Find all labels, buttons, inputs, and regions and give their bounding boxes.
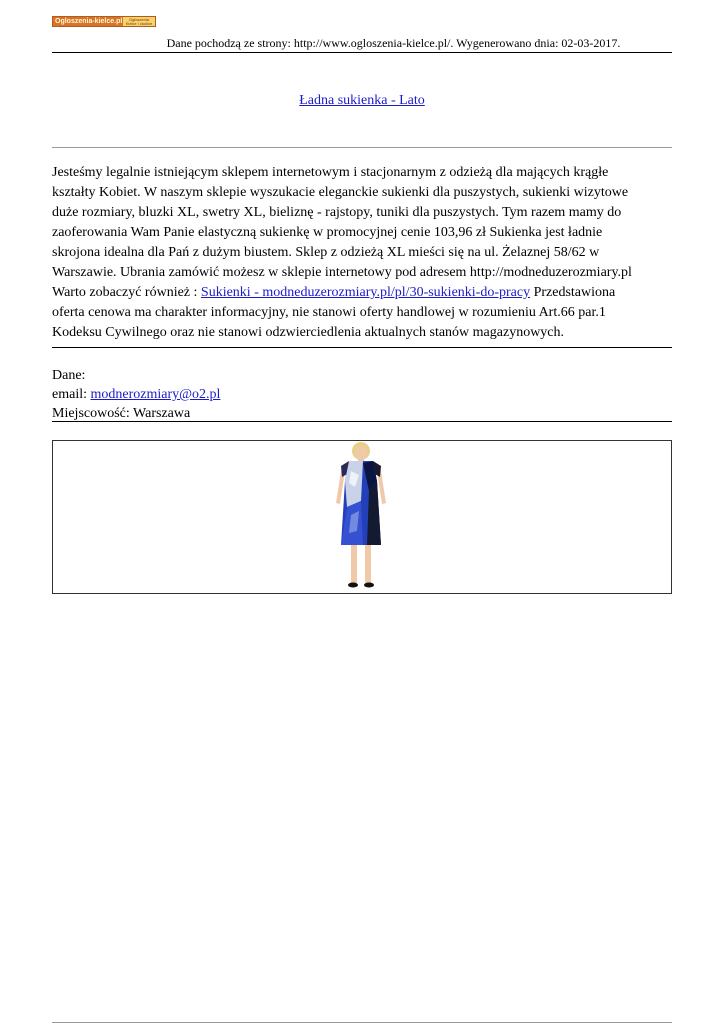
footer-divider bbox=[52, 1022, 672, 1023]
description-line: Kodeksu Cywilnego oraz nie stanowi odzwierciedlenia aktualnych stanów magazynowych. bbox=[52, 325, 565, 340]
email-label: email: bbox=[52, 387, 91, 402]
description bbox=[52, 163, 676, 343]
logo-tagline-line1: Ogłoszenia bbox=[128, 16, 149, 22]
email-row bbox=[52, 385, 220, 404]
description-divider bbox=[52, 347, 672, 348]
site-logo[interactable] bbox=[52, 16, 156, 27]
contact-info bbox=[52, 366, 220, 423]
contact-heading: Dane: bbox=[52, 368, 86, 383]
disclaimer-start: Przedstawiona bbox=[530, 285, 616, 300]
description-line: duże rozmiary, bluzki XL, swetry XL, bieliznę - rajstopy, tuniki dla puszystych. Tym razem mamy do bbox=[52, 205, 622, 220]
location: Miejscowość: Warszawa bbox=[52, 406, 191, 421]
description-line: kształty Kobiet. W naszym sklepie wyszukacie eleganckie sukienki dla puszystych, sukienki wizytowe bbox=[52, 185, 629, 200]
header-divider bbox=[52, 52, 672, 53]
logo-text: Ogloszenia-kielce.pl bbox=[55, 18, 123, 25]
description-line-with-link bbox=[52, 283, 676, 303]
logo-tagline bbox=[123, 17, 155, 26]
see-also-label: Warto zobaczyć również : bbox=[52, 285, 201, 300]
description-line: skrojona idealna dla Pań z dużym biustem. Sklep z odzieżą XL mieści się na ul. Żelaznej 58/62 w bbox=[52, 245, 600, 260]
description-line: zaoferowania Wam Panie elastyczną sukienkę w promocyjnej cenie 103,96 zł Sukienka jest ładnie bbox=[52, 225, 603, 240]
photo-frame bbox=[52, 440, 672, 594]
description-line: Jesteśmy legalnie istniejącym sklepem internetowym i stacjonarnym z odzieżą dla mających krągłe bbox=[52, 165, 609, 180]
see-also-link[interactable]: Sukienki - modneduzerozmiary.pl/pl/30-sukienki-do-pracy bbox=[200, 285, 531, 300]
product-photo[interactable] bbox=[311, 441, 411, 593]
description-line: Warszawie. Ubrania zamówić możesz w sklepie internetowy pod adresem http://modneduzerozmiary.pl bbox=[52, 265, 632, 280]
description-line: oferta cenowa ma charakter informacyjny, nie stanowi oferty handlowej w rozumieniu Art.66 par.1 bbox=[52, 305, 606, 320]
title-divider bbox=[52, 147, 672, 148]
source-header: Dane pochodzą ze strony: http://www.ogloszenia-kielce.pl/. Wygenerowano dnia: 02-03-2017. bbox=[166, 36, 621, 50]
logo-tagline-line2: Kielce i okolice bbox=[125, 20, 153, 26]
title-link[interactable]: Ładna sukienka - Lato bbox=[299, 93, 425, 108]
email-link[interactable]: modnerozmiary@o2.pl bbox=[90, 387, 221, 402]
page-title bbox=[52, 93, 672, 109]
contact-divider bbox=[52, 421, 672, 422]
